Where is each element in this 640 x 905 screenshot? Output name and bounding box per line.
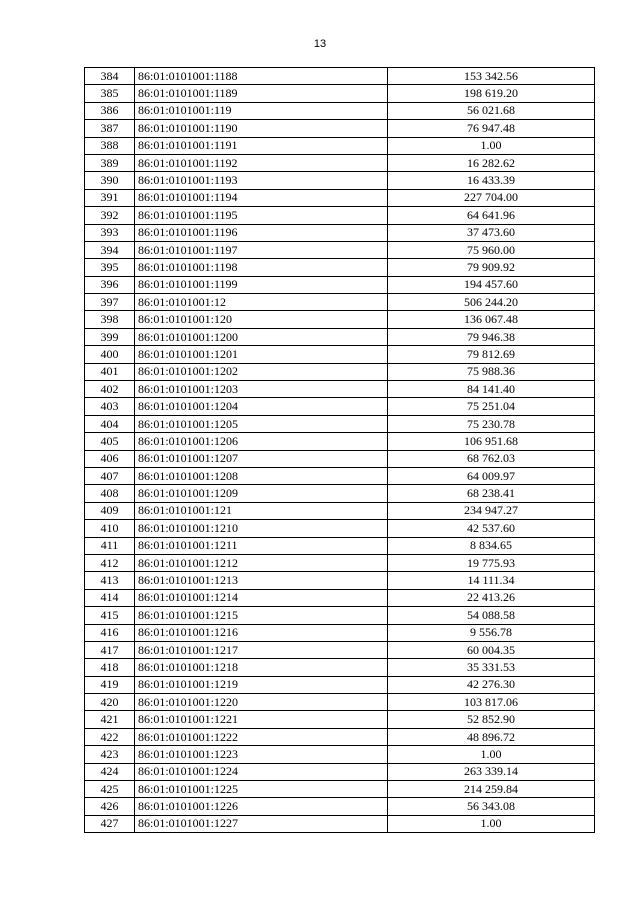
row-number-cell: 399: [85, 328, 135, 345]
value-cell: 64 009.97: [388, 467, 595, 484]
table-row: [85, 398, 595, 415]
row-number-cell: 394: [85, 241, 135, 258]
table-row: [85, 294, 595, 311]
cadastral-number-cell: 86:01:0101001:1206: [135, 433, 388, 450]
cadastral-number-cell: 86:01:0101001:1213: [135, 572, 388, 589]
table-row: [85, 241, 595, 258]
table-row: [85, 172, 595, 189]
table-row: [85, 520, 595, 537]
value-cell: 16 282.62: [388, 154, 595, 171]
row-number-cell: 406: [85, 450, 135, 467]
value-cell: 52 852.90: [388, 711, 595, 728]
value-cell: 1.00: [388, 746, 595, 763]
row-number-cell: 414: [85, 589, 135, 606]
table-row: [85, 607, 595, 624]
table-row: [85, 485, 595, 502]
cadastral-number-cell: 86:01:0101001:1189: [135, 85, 388, 102]
value-cell: 194 457.60: [388, 276, 595, 293]
table-row: [85, 467, 595, 484]
row-number-cell: 390: [85, 172, 135, 189]
cadastral-number-cell: 86:01:0101001:1190: [135, 120, 388, 137]
row-number-cell: 426: [85, 798, 135, 815]
value-cell: 106 951.68: [388, 433, 595, 450]
table-row: [85, 189, 595, 206]
cadastral-number-cell: 86:01:0101001:1225: [135, 781, 388, 798]
cadastral-number-cell: 86:01:0101001:1191: [135, 137, 388, 154]
value-cell: 79 812.69: [388, 346, 595, 363]
value-cell: 75 960.00: [388, 241, 595, 258]
table-row: [85, 798, 595, 815]
table-row: [85, 641, 595, 658]
table-row: [85, 137, 595, 154]
row-number-cell: 427: [85, 815, 135, 832]
table-row: [85, 85, 595, 102]
cadastral-number-cell: 86:01:0101001:1201: [135, 346, 388, 363]
cadastral-number-cell: 86:01:0101001:1207: [135, 450, 388, 467]
cadastral-number-cell: 86:01:0101001:1199: [135, 276, 388, 293]
value-cell: 54 088.58: [388, 607, 595, 624]
cadastral-number-cell: 86:01:0101001:1221: [135, 711, 388, 728]
table-row: [85, 154, 595, 171]
row-number-cell: 412: [85, 554, 135, 571]
row-number-cell: 387: [85, 120, 135, 137]
table-row: [85, 328, 595, 345]
row-number-cell: 421: [85, 711, 135, 728]
table-row: [85, 415, 595, 432]
cadastral-number-cell: 86:01:0101001:1196: [135, 224, 388, 241]
table-row: [85, 346, 595, 363]
table-row: [85, 207, 595, 224]
table-row: [85, 763, 595, 780]
cadastral-number-cell: 86:01:0101001:1219: [135, 676, 388, 693]
row-number-cell: 402: [85, 381, 135, 398]
cadastral-number-cell: 86:01:0101001:119: [135, 102, 388, 119]
value-cell: 60 004.35: [388, 641, 595, 658]
table-row: [85, 502, 595, 519]
row-number-cell: 400: [85, 346, 135, 363]
row-number-cell: 386: [85, 102, 135, 119]
cadastral-number-cell: 86:01:0101001:1208: [135, 467, 388, 484]
value-cell: 103 817.06: [388, 694, 595, 711]
cadastral-number-cell: 86:01:0101001:1224: [135, 763, 388, 780]
row-number-cell: 409: [85, 502, 135, 519]
value-cell: 234 947.27: [388, 502, 595, 519]
cadastral-number-cell: 86:01:0101001:1215: [135, 607, 388, 624]
value-cell: 75 230.78: [388, 415, 595, 432]
table-row: [85, 572, 595, 589]
table-row: [85, 276, 595, 293]
value-cell: 79 909.92: [388, 259, 595, 276]
value-cell: 19 775.93: [388, 554, 595, 571]
value-cell: 263 339.14: [388, 763, 595, 780]
value-cell: 9 556.78: [388, 624, 595, 641]
value-cell: 214 259.84: [388, 781, 595, 798]
row-number-cell: 393: [85, 224, 135, 241]
value-cell: 75 251.04: [388, 398, 595, 415]
value-cell: 37 473.60: [388, 224, 595, 241]
table-row: [85, 433, 595, 450]
table-row: [85, 589, 595, 606]
row-number-cell: 424: [85, 763, 135, 780]
cadastral-number-cell: 86:01:0101001:1198: [135, 259, 388, 276]
cadastral-number-cell: 86:01:0101001:1214: [135, 589, 388, 606]
row-number-cell: 410: [85, 520, 135, 537]
cadastral-number-cell: 86:01:0101001:1220: [135, 694, 388, 711]
value-cell: 198 619.20: [388, 85, 595, 102]
cadastral-number-cell: 86:01:0101001:120: [135, 311, 388, 328]
table-row: [85, 746, 595, 763]
table-row: [85, 781, 595, 798]
row-number-cell: 411: [85, 537, 135, 554]
row-number-cell: 417: [85, 641, 135, 658]
table-row: [85, 728, 595, 745]
cadastral-number-cell: 86:01:0101001:1217: [135, 641, 388, 658]
row-number-cell: 391: [85, 189, 135, 206]
cadastral-number-cell: 86:01:0101001:1209: [135, 485, 388, 502]
row-number-cell: 420: [85, 694, 135, 711]
value-cell: 42 537.60: [388, 520, 595, 537]
table-row: [85, 711, 595, 728]
table-row: [85, 815, 595, 832]
table-row: [85, 120, 595, 137]
table-row: [85, 311, 595, 328]
cadastral-number-cell: 86:01:0101001:1197: [135, 241, 388, 258]
row-number-cell: 418: [85, 659, 135, 676]
table-row: [85, 624, 595, 641]
page-number: 13: [313, 38, 327, 50]
table-row: [85, 537, 595, 554]
table-row: [85, 694, 595, 711]
cadastral-number-cell: 86:01:0101001:121: [135, 502, 388, 519]
row-number-cell: 422: [85, 728, 135, 745]
table-row: [85, 676, 595, 693]
cadastral-number-cell: 86:01:0101001:1195: [135, 207, 388, 224]
cadastral-number-cell: 86:01:0101001:1227: [135, 815, 388, 832]
row-number-cell: 413: [85, 572, 135, 589]
value-cell: 68 238.41: [388, 485, 595, 502]
value-cell: 68 762.03: [388, 450, 595, 467]
value-cell: 42 276.30: [388, 676, 595, 693]
cadastral-number-cell: 86:01:0101001:1226: [135, 798, 388, 815]
table-row: [85, 659, 595, 676]
value-cell: 227 704.00: [388, 189, 595, 206]
cadastral-number-cell: 86:01:0101001:1194: [135, 189, 388, 206]
table-row: [85, 102, 595, 119]
value-cell: 84 141.40: [388, 381, 595, 398]
row-number-cell: 397: [85, 294, 135, 311]
cadastral-number-cell: 86:01:0101001:1200: [135, 328, 388, 345]
row-number-cell: 405: [85, 433, 135, 450]
row-number-cell: 425: [85, 781, 135, 798]
cadastral-number-cell: 86:01:0101001:1205: [135, 415, 388, 432]
row-number-cell: 419: [85, 676, 135, 693]
row-number-cell: 388: [85, 137, 135, 154]
value-cell: 136 067.48: [388, 311, 595, 328]
cadastral-number-cell: 86:01:0101001:1203: [135, 381, 388, 398]
table-body: [85, 68, 595, 833]
value-cell: 1.00: [388, 815, 595, 832]
row-number-cell: 401: [85, 363, 135, 380]
row-number-cell: 384: [85, 68, 135, 85]
table-row: [85, 259, 595, 276]
cadastral-number-cell: 86:01:0101001:1193: [135, 172, 388, 189]
value-cell: 506 244.20: [388, 294, 595, 311]
value-cell: 75 988.36: [388, 363, 595, 380]
row-number-cell: 403: [85, 398, 135, 415]
cadastral-number-cell: 86:01:0101001:1211: [135, 537, 388, 554]
value-cell: 48 896.72: [388, 728, 595, 745]
value-cell: 56 343.08: [388, 798, 595, 815]
row-number-cell: 415: [85, 607, 135, 624]
cadastral-number-cell: 86:01:0101001:1202: [135, 363, 388, 380]
row-number-cell: 398: [85, 311, 135, 328]
value-cell: 8 834.65: [388, 537, 595, 554]
cadastral-number-cell: 86:01:0101001:1212: [135, 554, 388, 571]
cadastral-number-cell: 86:01:0101001:1210: [135, 520, 388, 537]
cadastral-number-cell: 86:01:0101001:1204: [135, 398, 388, 415]
cadastral-number-cell: 86:01:0101001:1218: [135, 659, 388, 676]
row-number-cell: 396: [85, 276, 135, 293]
value-cell: 64 641.96: [388, 207, 595, 224]
row-number-cell: 385: [85, 85, 135, 102]
table-row: [85, 363, 595, 380]
row-number-cell: 407: [85, 467, 135, 484]
value-cell: 14 111.34: [388, 572, 595, 589]
table-row: [85, 224, 595, 241]
table-row: [85, 381, 595, 398]
value-cell: 153 342.56: [388, 68, 595, 85]
row-number-cell: 404: [85, 415, 135, 432]
value-cell: 1.00: [388, 137, 595, 154]
cadastral-number-cell: 86:01:0101001:1223: [135, 746, 388, 763]
value-cell: 35 331.53: [388, 659, 595, 676]
row-number-cell: 416: [85, 624, 135, 641]
row-number-cell: 395: [85, 259, 135, 276]
cadastral-number-cell: 86:01:0101001:1222: [135, 728, 388, 745]
cadastral-number-cell: 86:01:0101001:12: [135, 294, 388, 311]
cadastral-number-cell: 86:01:0101001:1192: [135, 154, 388, 171]
value-cell: 16 433.39: [388, 172, 595, 189]
value-cell: 22 413.26: [388, 589, 595, 606]
value-cell: 76 947.48: [388, 120, 595, 137]
row-number-cell: 389: [85, 154, 135, 171]
row-number-cell: 408: [85, 485, 135, 502]
table-row: [85, 68, 595, 85]
cadastral-table: [84, 67, 595, 833]
table-row: [85, 554, 595, 571]
value-cell: 56 021.68: [388, 102, 595, 119]
cadastral-number-cell: 86:01:0101001:1188: [135, 68, 388, 85]
row-number-cell: 423: [85, 746, 135, 763]
row-number-cell: 392: [85, 207, 135, 224]
value-cell: 79 946.38: [388, 328, 595, 345]
cadastral-number-cell: 86:01:0101001:1216: [135, 624, 388, 641]
table-row: [85, 450, 595, 467]
